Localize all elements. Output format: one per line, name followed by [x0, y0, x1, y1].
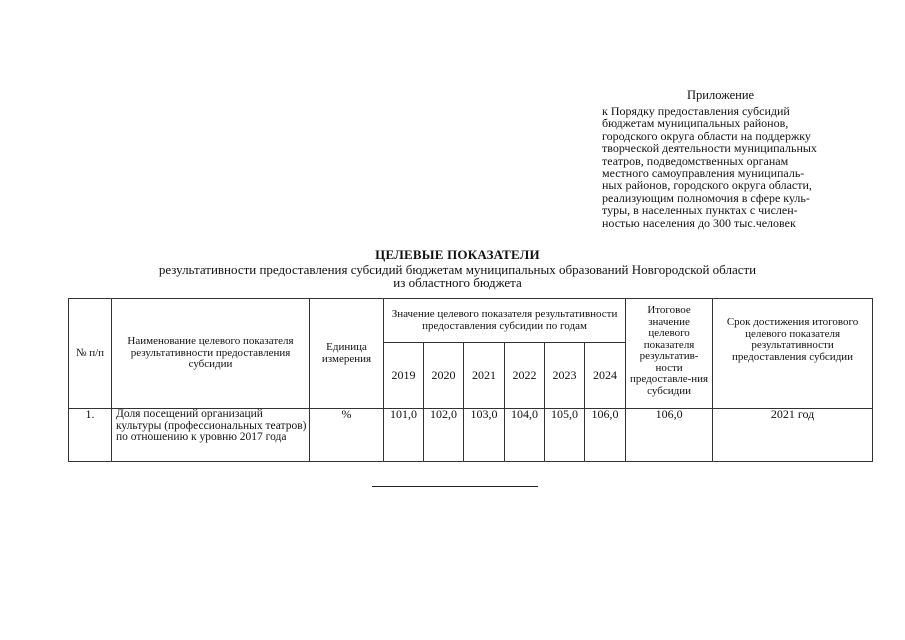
appendix-line: к Порядку предоставления субсидий: [602, 104, 790, 118]
header-year: 2024: [585, 343, 626, 409]
header-year: 2023: [545, 343, 585, 409]
cell-value: 106,0: [585, 409, 626, 462]
cell-unit: %: [310, 409, 384, 462]
appendix-line: бюджетам муниципальных районов,: [602, 116, 789, 131]
appendix-line: ных районов, городского округа области,: [602, 178, 812, 193]
header-num: № п/п: [69, 299, 112, 409]
subtitle-line-2: из областного бюджета: [393, 275, 522, 290]
appendix-text: [602, 105, 817, 229]
header-year: 2021: [464, 343, 505, 409]
appendix-line: театров, подведомственных органам: [602, 153, 789, 168]
appendix-line: ностью населения до 300 тыс.человек: [602, 215, 796, 230]
header-year: 2019: [384, 343, 424, 409]
document-subtitle: [0, 263, 905, 289]
cell-value: 105,0: [545, 409, 585, 462]
subtitle-line-1: результативности предоставления субсидий бюджетам муниципальных образований Новгородской области: [158, 262, 757, 277]
header-name: Наименование целевого показателя результативности предоставления субсидии: [112, 299, 310, 409]
header-unit: Единица измерения: [310, 299, 384, 409]
header-deadline: Срок достижения итогового целевого показателя результативности предоставления субсидии: [713, 299, 873, 409]
appendix-title: Приложение: [687, 88, 755, 102]
header-year: 2022: [505, 343, 545, 409]
cell-deadline: 2021 год: [713, 409, 873, 462]
cell-value: 104,0: [505, 409, 545, 462]
header-year: 2020: [424, 343, 464, 409]
cell-name: Доля посещений организаций культуры (профессиональных театров) по отношению к уровню 2017 года: [112, 409, 310, 462]
appendix-line: реализующим полномочия в сфере куль-: [602, 190, 810, 205]
document-title: ЦЕЛЕВЫЕ ПОКАЗАТЕЛИ: [375, 247, 540, 262]
header-final: Итоговое значение целевого показателя результатив-ности предоставле-ния субсидии: [626, 299, 713, 409]
cell-final: 106,0: [626, 409, 713, 462]
appendix-line: городского округа области на поддержку: [602, 128, 811, 143]
cell-value: 101,0: [384, 409, 424, 462]
cell-num: 1.: [69, 409, 112, 462]
appendix-line: местного самоуправления муниципаль-: [602, 166, 805, 181]
appendix-line: творческой деятельности муниципальных: [602, 141, 817, 156]
appendix-line: туры, в населенных пунктах с числен-: [602, 203, 798, 218]
header-values-group: Значение целевого показателя результативности предоставления субсидии по годам: [384, 299, 626, 343]
cell-value: 103,0: [464, 409, 505, 462]
indicators-table: [68, 298, 873, 462]
footer-divider: [372, 486, 538, 487]
cell-value: 102,0: [424, 409, 464, 462]
table-row: [69, 409, 873, 462]
